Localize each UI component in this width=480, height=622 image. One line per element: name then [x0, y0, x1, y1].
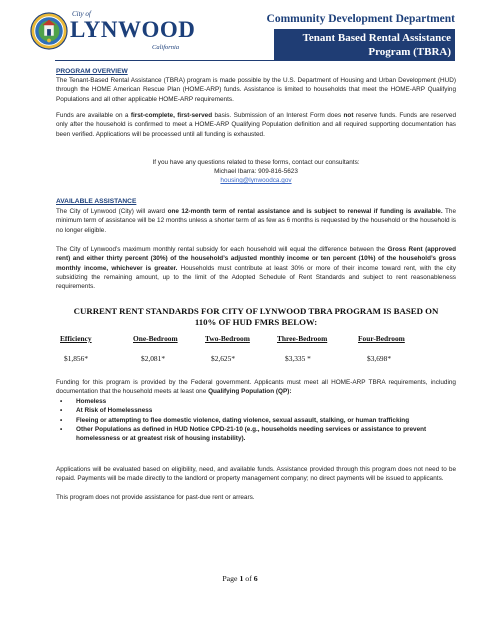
list-item-text: Fleeing or attempting to flee domestic violence, dating violence, sexual assault, stalking, or human trafficking — [76, 416, 410, 424]
assistance-paragraph-1 — [56, 207, 456, 235]
program-title-line1: Tenant Based Rental Assistance — [302, 32, 451, 44]
rent-col-header: Two-Bedroom — [205, 334, 250, 343]
text-run-bold: one 12-month term of rental assistance and is subject to renewal if funding is available. — [167, 208, 443, 215]
rent-col-header: One-Bedroom — [133, 334, 178, 343]
rent-table-title-line1: CURRENT RENT STANDARDS FOR CITY OF LYNWOOD TBRA PROGRAM IS BASED ON — [73, 306, 439, 316]
header-divider — [55, 60, 455, 61]
department-title: Community Development Department — [266, 13, 455, 25]
page-sep: of — [243, 574, 254, 583]
page-current: 1 — [239, 574, 244, 583]
list-item — [56, 406, 456, 415]
bullet: • — [60, 407, 63, 415]
page-total: 6 — [253, 574, 258, 583]
rent-value: $2,625* — [211, 354, 236, 363]
overview-heading — [56, 67, 456, 76]
city-seal-icon — [30, 12, 68, 50]
text-run: basis. Submission of an Interest Form does — [212, 112, 344, 119]
overview-paragraph-2 — [56, 111, 456, 139]
text-run-bold: Qualifying Population (QP): — [208, 388, 292, 396]
contact-email-line — [56, 176, 456, 185]
text-run: reserve funds. Funds are reserved only after the household is confirmed to meet a HOME-ARP Qualifying Population definition and all required supporting documentation has been verified. Applications will be processed until all funding is exhausted. — [56, 112, 457, 138]
contact-name: Michael Ibarra: 909-816-5623 — [214, 168, 298, 175]
rent-value: $2,081* — [141, 354, 166, 363]
rent-value: $3,698* — [367, 354, 392, 363]
overview-paragraph-1: The Tenant-Based Rental Assistance (TBRA) program is made possible by the U.S. Department of Housing and Urban Development (HUD) through the HOME American Rescue Plan (HOME-ARP) funds. Assistance is limited to households that meet the HOME-ARP Qualifying Populations and all other applicable HOME-ARP requirements. — [56, 77, 456, 103]
bullet: • — [60, 425, 63, 433]
text-run: Funding for this program is provided by the Federal government. Applicants must meet all HOME-ARP TBRA requirements, including documentation that the household meets at least one — [56, 379, 456, 396]
rent-col-header: Three-Bedroom — [277, 334, 328, 343]
text-run-bold: first-complete, first-served — [130, 112, 213, 119]
contact-line: If you have any questions related to these forms, contact our consultants: — [152, 159, 360, 166]
brand-name: LYNWOOD — [70, 17, 196, 42]
bullet: • — [60, 416, 63, 424]
text-run: The minimum term of assistance will be 12 months unless a shorter term of as few as 6 months is requested by the household or the household is no longer eligible. — [56, 208, 456, 234]
rent-value: $3,335 * — [285, 354, 311, 363]
section-heading: PROGRAM OVERVIEW — [56, 68, 128, 75]
text-run: The City of Lynwood’s maximum monthly rental subsidy for each household will equal the difference between the — [56, 246, 388, 253]
text-run: The City of Lynwood (City) will award — [56, 208, 168, 215]
assistance-paragraph-2 — [56, 245, 456, 291]
program-title-line2: Program (TBRA) — [368, 46, 451, 58]
page-number — [0, 574, 480, 583]
list-item — [56, 397, 456, 406]
rent-value: $1,856* — [64, 354, 89, 363]
funding-paragraph-1 — [56, 378, 456, 397]
rent-table-title-line2: 110% OF HUD FMRS BELOW: — [194, 317, 318, 327]
list-item-text: Other Populations as defined in HUD Notice CPD-21-10 (e.g., households needing services or assistance to prevent homelessness or at greatest risk of housing instability). — [76, 425, 427, 443]
list-item — [56, 416, 456, 425]
bullet: • — [60, 398, 63, 405]
text-run: Households must contribute at least 30% or more of their income toward rent, with the city subsidizing the remaining amount, up to the limit of the Adopted Schedule of Rent Standards and subject to rent reasonableness requirements. — [56, 264, 456, 291]
assistance-heading — [56, 197, 456, 206]
funding-paragraph-3: This program does not provide assistance for past-due rent or arrears. — [56, 494, 255, 501]
list-item-text: At Risk of Homelessness — [76, 407, 153, 415]
program-title-box — [274, 29, 455, 61]
page-prefix: Page — [222, 574, 240, 583]
text-run: Funds are available on a — [56, 112, 131, 119]
funding-paragraph-2: Applications will be evaluated based on eligibility, need, and available funds. Assistance provided through this program does not need to be repaid. Payments will be made directly to the landlord or property management company; no direct payments will be issued to applicants. — [56, 466, 456, 483]
list-item-text: Homeless — [76, 398, 107, 405]
qualifying-populations-list — [56, 397, 456, 443]
rent-col-header: Efficiency — [60, 334, 92, 343]
brand-state: California — [152, 44, 180, 51]
text-run-bold: Gross Rent (approved rent) and either thirty percent (30%) of the household’s adjusted monthly income or ten percent (10%) of the household’s gross monthly income, whichever is greater. — [56, 246, 456, 272]
brand-city: City of — [72, 10, 91, 18]
rent-col-header: Four-Bedroom — [358, 334, 405, 343]
text-run-bold: not — [343, 112, 354, 119]
contact-email-link[interactable]: housing@lynwoodca.gov — [220, 177, 292, 184]
section-heading: AVAILABLE ASSISTANCE — [56, 198, 137, 205]
list-item — [56, 425, 456, 444]
